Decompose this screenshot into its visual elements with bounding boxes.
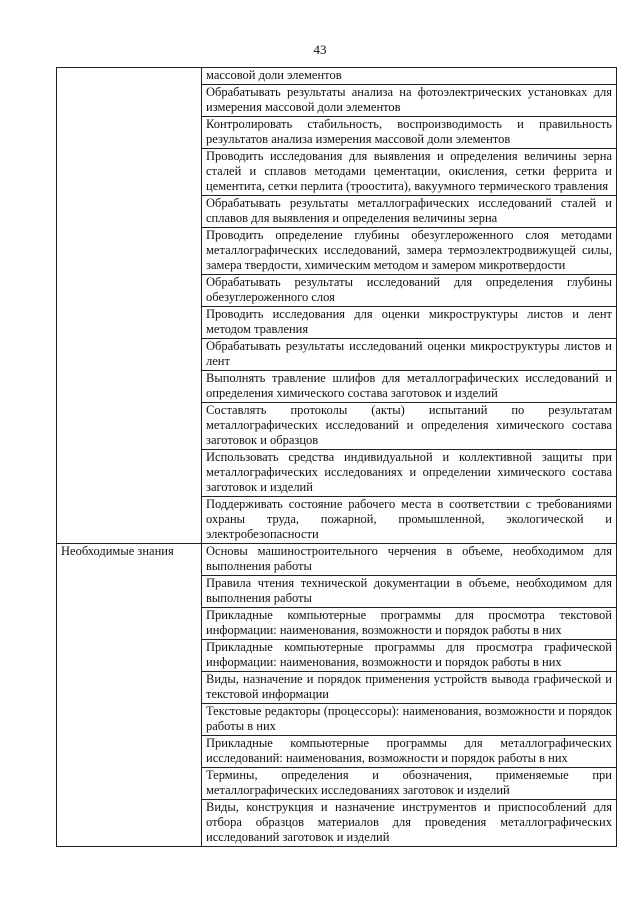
skills-label-cell <box>57 68 202 544</box>
knowledge-label-cell: Необходимые знания <box>57 544 202 847</box>
skill-cell: Контролировать стабильность, воспроизводимость и правильность результатов анализа измерения массовой доли элементов <box>202 117 617 149</box>
skill-cell: Использовать средства индивидуальной и коллективной защиты при металлографических исследованиях и определении химического состава заготовок и изделий <box>202 450 617 497</box>
knowledge-cell: Прикладные компьютерные программы для просмотра графической информации: наименования, возможности и порядок работы в них <box>202 640 617 672</box>
skill-cell: Проводить исследования для выявления и определения величины зерна сталей и сплавов методами цементации, окисления, сетки феррита и цементита, сетки перлита (троостита), вакуумного термического травления <box>202 149 617 196</box>
knowledge-cell: Виды, назначение и порядок применения устройств вывода графической и текстовой информации <box>202 672 617 704</box>
skill-cell: Составлять протоколы (акты) испытаний по результатам металлографических исследований и определения химического состава заготовок и образцов <box>202 403 617 450</box>
skill-cell: массовой доли элементов <box>202 68 617 85</box>
skill-cell: Обрабатывать результаты исследований для определения глубины обезуглероженного слоя <box>202 275 617 307</box>
knowledge-cell: Термины, определения и обозначения, применяемые при металлографических исследованиях заготовок и изделий <box>202 768 617 800</box>
skill-cell: Проводить исследования для оценки микроструктуры листов и лент методом травления <box>202 307 617 339</box>
skill-cell: Обрабатывать результаты исследований оценки микроструктуры листов и лент <box>202 339 617 371</box>
knowledge-cell: Правила чтения технической документации в объеме, необходимом для выполнения работы <box>202 576 617 608</box>
knowledge-cell: Прикладные компьютерные программы для металлографических исследований: наименования, возможности и порядок работы в них <box>202 736 617 768</box>
skill-cell: Проводить определение глубины обезуглероженного слоя методами металлографических исследований, замера термоэлектродвижущей силы, замера твердости, химическим методом и замером микротвердости <box>202 228 617 275</box>
skill-cell: Обрабатывать результаты анализа на фотоэлектрических установках для измерения массовой доли элементов <box>202 85 617 117</box>
knowledge-cell: Виды, конструкция и назначение инструментов и приспособлений для отбора образцов материалов для проведения металлографических исследований заготовок и изделий <box>202 800 617 847</box>
knowledge-cell: Прикладные компьютерные программы для просмотра текстовой информации: наименования, возможности и порядок работы в них <box>202 608 617 640</box>
knowledge-cell: Текстовые редакторы (процессоры): наименования, возможности и порядок работы в них <box>202 704 617 736</box>
table-body <box>57 68 617 847</box>
competency-table <box>56 67 617 847</box>
skill-cell: Обрабатывать результаты металлографических исследований сталей и сплавов для выявления и определения величины зерна <box>202 196 617 228</box>
table-row <box>57 68 617 85</box>
skill-cell: Выполнять травление шлифов для металлографических исследований и определения химического состава заготовок и изделий <box>202 371 617 403</box>
skill-cell: Поддерживать состояние рабочего места в соответствии с требованиями охраны труда, пожарной, промышленной, экологической и электробезопасности <box>202 497 617 544</box>
knowledge-cell: Основы машиностроительного черчения в объеме, необходимом для выполнения работы <box>202 544 617 576</box>
page-number: 43 <box>313 42 327 57</box>
table-row <box>57 544 617 576</box>
